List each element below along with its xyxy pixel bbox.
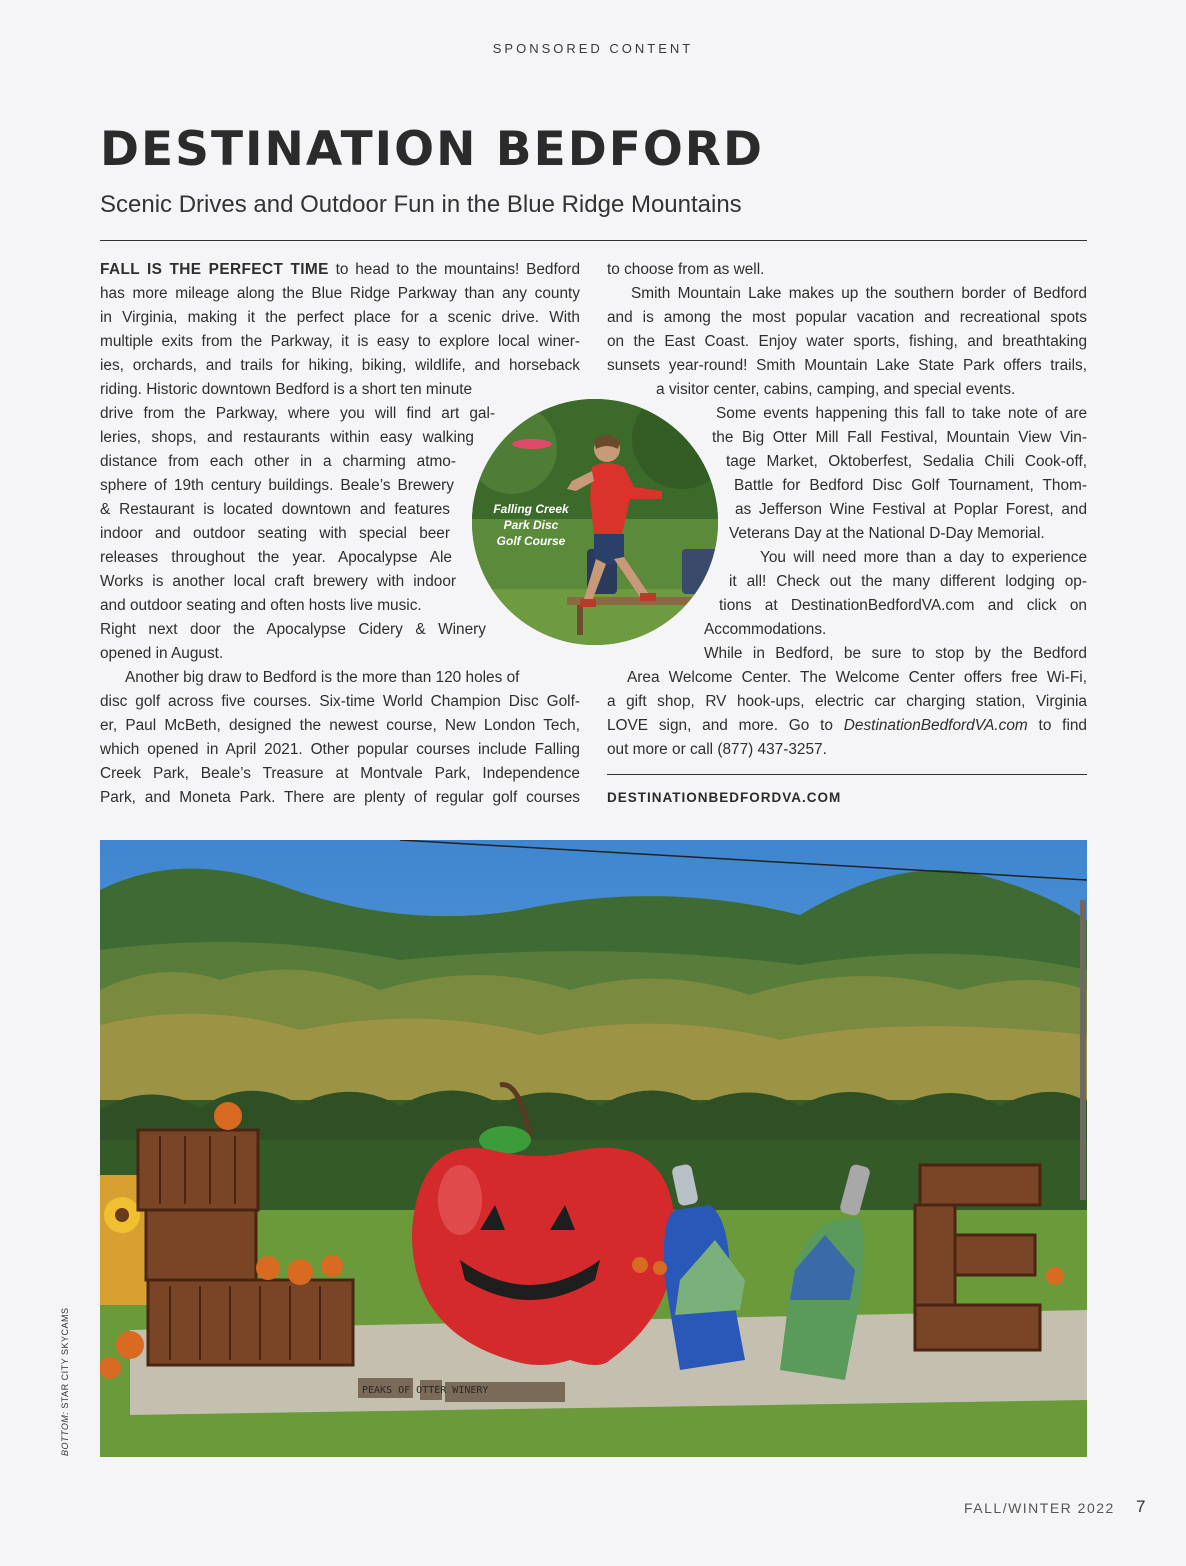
text-line: Accommodations. [704, 621, 827, 638]
text-line: it all! Check out the many different lodging op- [729, 573, 1087, 590]
photo-caption: Falling Creek Park Disc Golf Course [493, 502, 569, 548]
text-line: While in Bedford, be sure to stop by the Bedford [704, 645, 1087, 662]
text-line: a gift shop, RV hook-ups, electric car charging station, Virginia [607, 693, 1087, 710]
page-number: 7 [1136, 1497, 1146, 1516]
text-line: a visitor center, cabins, camping, and special events. [656, 381, 1016, 398]
text-line: ies, orchards, and trails for hiking, biking, wildlife, and horseback [100, 357, 580, 374]
text-line: Creek Park, Beale’s Treasure at Montvale Park, Independence [100, 765, 580, 782]
text-line: sunsets year-round! Smith Mountain Lake State Park offers trails, [607, 357, 1087, 374]
text-line: indoor and outdoor seating with special beer [100, 525, 450, 542]
text-line: Right next door the Apocalypse Cidery & Winery [100, 621, 486, 638]
text-line: FALL IS THE PERFECT TIME to head to the mountains! Bedford [100, 261, 580, 278]
text-line: & Restaurant is located downtown and features [100, 501, 450, 518]
title-divider [100, 240, 1087, 241]
text-line: distance from each other in a charming atmo- [100, 453, 456, 470]
text-line: Area Welcome Center. The Welcome Center offers free Wi-Fi, [627, 669, 1087, 686]
text-line: and is among the most popular vacation and recreational spots [607, 309, 1087, 326]
sponsored-label: SPONSORED CONTENT [492, 41, 694, 56]
website-divider [607, 774, 1087, 775]
text-line: disc golf across five courses. Six-time World Champion Disc Golf- [100, 693, 580, 710]
text-line: Works is another local craft brewery with indoor [100, 573, 456, 590]
text-line: Battle for Bedford Disc Golf Tournament, Thom- [734, 477, 1087, 494]
text-line: sphere of 19th century buildings. Beale’s Brewery [100, 477, 454, 494]
text-line: tions at DestinationBedfordVA.com and click on [719, 597, 1087, 614]
text-line: to choose from as well. [607, 261, 765, 278]
text-line: LOVE sign, and more. Go to DestinationBedfordVA.com to find [607, 717, 1087, 734]
winery-photo [100, 840, 1087, 1457]
text-line: the Big Otter Mill Fall Festival, Mountain View Vin- [712, 429, 1087, 446]
issue-label: FALL/WINTER 2022 [964, 1500, 1115, 1516]
text-line: Another big draw to Bedford is the more than 120 holes of [125, 669, 520, 686]
text-line: opened in August. [100, 645, 224, 662]
text-line: as Jefferson Wine Festival at Poplar Forest, and [735, 501, 1087, 518]
article-subtitle: Scenic Drives and Outdoor Fun in the Blue Ridge Mountains [100, 191, 742, 218]
text-line: releases throughout the year. Apocalypse Ale [100, 549, 452, 566]
article-title: DESTINATION BEDFORD [100, 122, 764, 177]
text-line: on the East Coast. Enjoy water sports, fishing, and breathtaking [607, 333, 1087, 350]
text-line: Veterans Day at the National D-Day Memorial. [729, 525, 1045, 542]
text-line: drive from the Parkway, where you will find art gal- [100, 405, 495, 422]
winery-sign: PEAKS OF OTTER WINERY [362, 1385, 489, 1396]
text-line: You will need more than a day to experience [760, 549, 1087, 566]
text-line: Some events happening this fall to take note of are [716, 405, 1087, 422]
text-line: out more or call (877) 437-3257. [607, 741, 827, 758]
text-line: tage Market, Oktoberfest, Sedalia Chili Cook-off, [726, 453, 1087, 470]
text-line: which opened in April 2021. Other popular courses include Falling [100, 741, 580, 758]
text-line: in Virginia, making it the perfect place for a scenic drive. With [100, 309, 580, 326]
text-line: multiple exits from the Parkway, it is easy to explore local winer- [100, 333, 580, 350]
text-line: Park, and Moneta Park. There are plenty of regular golf courses [100, 789, 580, 806]
photo-credit: BOTTOM: STAR CITY SKYCAMS [60, 1307, 70, 1456]
website-link[interactable]: DESTINATIONBEDFORDVA.COM [607, 790, 842, 805]
text-line: has more mileage along the Blue Ridge Parkway than any county [100, 285, 580, 302]
text-line: er, Paul McBeth, designed the newest course, New London Tech, [100, 717, 580, 734]
text-line: and outdoor seating and often hosts live music. [100, 597, 422, 614]
text-line: leries, shops, and restaurants within easy walking [100, 429, 474, 446]
text-line: Smith Mountain Lake makes up the southern border of Bedford [631, 285, 1087, 302]
text-line: riding. Historic downtown Bedford is a short ten minute [100, 381, 473, 398]
